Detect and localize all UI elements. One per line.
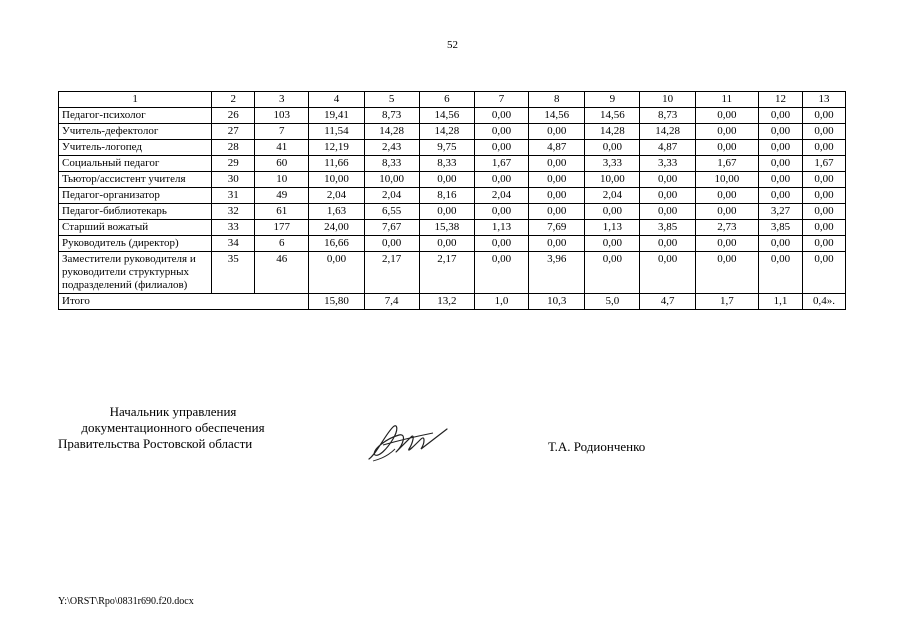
position-name: Педагог-организатор	[59, 188, 212, 204]
percentage-cell: 14,56	[419, 108, 474, 124]
employee-count: 103	[255, 108, 309, 124]
percentage-cell: 24,00	[309, 220, 364, 236]
percentage-cell: 15,38	[419, 220, 474, 236]
data-table	[58, 91, 846, 310]
column-number: 6	[419, 92, 474, 108]
percentage-cell: 7,69	[529, 220, 585, 236]
employee-count: 41	[255, 140, 309, 156]
column-number: 12	[759, 92, 803, 108]
signer-name: Т.А. Родионченко	[548, 439, 646, 454]
column-number: 13	[802, 92, 845, 108]
percentage-cell: 0,00	[529, 204, 585, 220]
percentage-cell: 0,00	[759, 188, 803, 204]
row-code: 30	[212, 172, 255, 188]
percentage-cell: 0,00	[802, 108, 845, 124]
percentage-cell: 3,85	[640, 220, 695, 236]
percentage-cell: 0,00	[529, 188, 585, 204]
percentage-cell: 3,27	[759, 204, 803, 220]
percentage-cell: 14,28	[364, 124, 419, 140]
percentage-cell: 0,00	[474, 124, 528, 140]
position-line-3: Правительства Ростовской области	[58, 436, 253, 451]
row-code: 32	[212, 204, 255, 220]
percentage-cell: 0,00	[640, 204, 695, 220]
percentage-cell: 10,00	[364, 172, 419, 188]
table-row	[59, 124, 846, 140]
column-number: 11	[695, 92, 758, 108]
percentage-cell: 0,00	[695, 204, 758, 220]
percentage-cell: 8,33	[419, 156, 474, 172]
percentage-cell: 0,00	[585, 252, 640, 294]
percentage-cell: 3,96	[529, 252, 585, 294]
position-name: Учитель-дефектолог	[59, 124, 212, 140]
employee-count: 60	[255, 156, 309, 172]
employee-count: 61	[255, 204, 309, 220]
percentage-cell: 2,04	[474, 188, 528, 204]
position-name: Заместители руководителя и руководители структурных подразделений (филиалов)	[59, 252, 212, 294]
percentage-cell: 0,00	[640, 252, 695, 294]
percentage-cell: 0,00	[419, 172, 474, 188]
position-name: Педагог-психолог	[59, 108, 212, 124]
percentage-cell: 11,54	[309, 124, 364, 140]
position-name: Руководитель (директор)	[59, 236, 212, 252]
percentage-cell: 2,04	[309, 188, 364, 204]
percentage-cell: 0,00	[474, 204, 528, 220]
percentage-cell: 0,00	[585, 204, 640, 220]
row-code: 33	[212, 220, 255, 236]
percentage-cell: 0,00	[802, 140, 845, 156]
employee-count: 46	[255, 252, 309, 294]
percentage-cell: 0,00	[474, 172, 528, 188]
header-row	[59, 92, 846, 108]
signature-block	[58, 404, 288, 452]
percentage-cell: 4,87	[529, 140, 585, 156]
table-row	[59, 172, 846, 188]
percentage-cell: 0,00	[802, 236, 845, 252]
percentage-cell: 0,00	[585, 236, 640, 252]
percentage-cell: 3,33	[640, 156, 695, 172]
percentage-cell: 0,00	[529, 124, 585, 140]
employee-count: 7	[255, 124, 309, 140]
row-code: 26	[212, 108, 255, 124]
percentage-cell: 0,00	[529, 156, 585, 172]
percentage-cell: 12,19	[309, 140, 364, 156]
position-name: Тьютор/ассистент учителя	[59, 172, 212, 188]
percentage-cell: 0,00	[364, 236, 419, 252]
percentage-cell: 0,00	[640, 172, 695, 188]
total-cell: 4,7	[640, 294, 695, 310]
total-cell: 1,0	[474, 294, 528, 310]
percentage-cell: 0,00	[759, 124, 803, 140]
percentage-cell: 0,00	[802, 172, 845, 188]
employee-count: 10	[255, 172, 309, 188]
percentage-cell: 19,41	[309, 108, 364, 124]
percentage-cell: 8,33	[364, 156, 419, 172]
percentage-cell: 0,00	[695, 140, 758, 156]
employee-count: 6	[255, 236, 309, 252]
percentage-cell: 14,28	[585, 124, 640, 140]
column-number: 4	[309, 92, 364, 108]
percentage-cell: 2,17	[419, 252, 474, 294]
percentage-cell: 0,00	[695, 188, 758, 204]
percentage-cell: 8,73	[364, 108, 419, 124]
percentage-cell: 1,13	[585, 220, 640, 236]
position-name: Учитель-логопед	[59, 140, 212, 156]
percentage-cell: 14,56	[529, 108, 585, 124]
percentage-cell: 1,67	[802, 156, 845, 172]
percentage-cell: 0,00	[695, 124, 758, 140]
percentage-cell: 3,33	[585, 156, 640, 172]
percentage-cell: 0,00	[759, 156, 803, 172]
percentage-cell: 2,17	[364, 252, 419, 294]
percentage-cell: 1,67	[474, 156, 528, 172]
column-number: 3	[255, 92, 309, 108]
percentage-cell: 4,87	[640, 140, 695, 156]
percentage-cell: 14,56	[585, 108, 640, 124]
position-name: Социальный педагог	[59, 156, 212, 172]
percentage-cell: 0,00	[695, 236, 758, 252]
row-code: 34	[212, 236, 255, 252]
percentage-cell: 0,00	[474, 236, 528, 252]
row-code: 29	[212, 156, 255, 172]
percentage-cell: 1,67	[695, 156, 758, 172]
table-row	[59, 204, 846, 220]
percentage-cell: 0,00	[640, 188, 695, 204]
percentage-cell: 3,85	[759, 220, 803, 236]
percentage-cell: 0,00	[802, 188, 845, 204]
row-code: 27	[212, 124, 255, 140]
total-cell: 10,3	[529, 294, 585, 310]
position-line-2: документационного обеспечения	[81, 420, 265, 435]
percentage-cell: 0,00	[419, 204, 474, 220]
row-code: 28	[212, 140, 255, 156]
total-label: Итого	[59, 294, 309, 310]
total-cell: 1,1	[759, 294, 803, 310]
column-number: 2	[212, 92, 255, 108]
percentage-cell: 0,00	[474, 108, 528, 124]
total-cell: 13,2	[419, 294, 474, 310]
column-number: 9	[585, 92, 640, 108]
percentage-cell: 0,00	[640, 236, 695, 252]
percentage-cell: 0,00	[802, 220, 845, 236]
percentage-cell: 0,00	[759, 140, 803, 156]
percentage-cell: 10,00	[585, 172, 640, 188]
percentage-cell: 1,63	[309, 204, 364, 220]
total-cell: 7,4	[364, 294, 419, 310]
total-row	[59, 294, 846, 310]
percentage-cell: 0,00	[695, 108, 758, 124]
table-row	[59, 252, 846, 294]
column-number: 8	[529, 92, 585, 108]
percentage-cell: 8,16	[419, 188, 474, 204]
percentage-cell: 6,55	[364, 204, 419, 220]
percentage-cell: 0,00	[802, 204, 845, 220]
column-number: 10	[640, 92, 695, 108]
table-row	[59, 108, 846, 124]
percentage-cell: 0,00	[695, 252, 758, 294]
file-path: Y:\ORST\Rpo\0831r690.f20.docx	[58, 596, 194, 607]
row-code: 31	[212, 188, 255, 204]
percentage-cell: 7,67	[364, 220, 419, 236]
percentage-cell: 14,28	[419, 124, 474, 140]
percentage-cell: 0,00	[802, 252, 845, 294]
percentage-cell: 0,00	[529, 172, 585, 188]
percentage-cell: 0,00	[474, 140, 528, 156]
percentage-cell: 11,66	[309, 156, 364, 172]
position-name: Старший вожатый	[59, 220, 212, 236]
percentage-cell: 0,00	[529, 236, 585, 252]
table-row	[59, 156, 846, 172]
percentage-cell: 10,00	[309, 172, 364, 188]
position-line-1: Начальник управления	[109, 404, 237, 419]
percentage-cell: 16,66	[309, 236, 364, 252]
table-row	[59, 220, 846, 236]
position-name: Педагог-библиотекарь	[59, 204, 212, 220]
column-number: 5	[364, 92, 419, 108]
percentage-cell: 2,43	[364, 140, 419, 156]
percentage-cell: 0,00	[759, 236, 803, 252]
table-row	[59, 140, 846, 156]
percentage-cell: 8,73	[640, 108, 695, 124]
employee-count: 49	[255, 188, 309, 204]
table-row	[59, 188, 846, 204]
total-cell: 15,80	[309, 294, 364, 310]
percentage-cell: 10,00	[695, 172, 758, 188]
percentage-cell: 9,75	[419, 140, 474, 156]
total-cell: 1,7	[695, 294, 758, 310]
page-number: 52	[447, 39, 458, 51]
percentage-cell: 0,00	[759, 108, 803, 124]
total-cell: 5,0	[585, 294, 640, 310]
percentage-cell: 2,73	[695, 220, 758, 236]
column-number: 1	[59, 92, 212, 108]
percentage-cell: 2,04	[585, 188, 640, 204]
percentage-cell: 0,00	[309, 252, 364, 294]
column-number: 7	[474, 92, 528, 108]
handwritten-signature	[363, 415, 453, 465]
percentage-cell: 1,13	[474, 220, 528, 236]
total-cell: 0,4».	[802, 294, 845, 310]
percentage-cell: 14,28	[640, 124, 695, 140]
row-code: 35	[212, 252, 255, 294]
percentage-cell: 0,00	[585, 140, 640, 156]
employee-count: 177	[255, 220, 309, 236]
percentage-cell: 0,00	[759, 172, 803, 188]
percentage-cell: 0,00	[759, 252, 803, 294]
percentage-cell: 0,00	[474, 252, 528, 294]
table-row	[59, 236, 846, 252]
percentage-cell: 2,04	[364, 188, 419, 204]
percentage-cell: 0,00	[802, 124, 845, 140]
percentage-cell: 0,00	[419, 236, 474, 252]
